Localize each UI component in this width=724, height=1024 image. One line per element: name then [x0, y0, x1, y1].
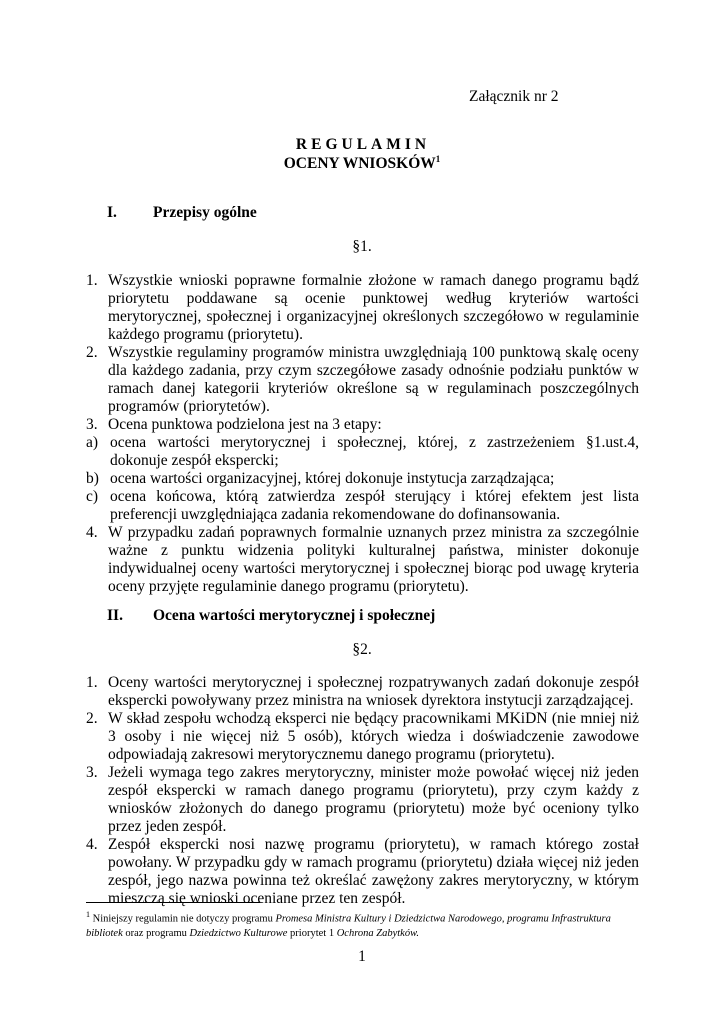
- document-subtitle: [0, 155, 724, 173]
- section-2-list: [86, 674, 639, 908]
- list-marker: 1.: [86, 272, 98, 289]
- sub-list-item: [86, 434, 639, 470]
- list-item: [86, 416, 639, 524]
- list-marker: 2.: [86, 344, 98, 361]
- sub-text: ocena końcowa, którą zatwierdza zespół sterujący i której efektem jest lista preferencji uwzględniająca zadania rekomendowane do dofinansowania.: [110, 488, 639, 523]
- list-text: Zespół ekspercki nosi nazwę programu (priorytetu), w ramach którego został powołany. W przypadku gdy w ramach programu (priorytetu) działa więcej niż jeden zespół, jego nazwa powinna też określać zawężony zakres merytoryczny, w którym mieszczą się wnioski oceniane przez ten zespół.: [108, 836, 639, 907]
- section-2-title: Ocena wartości merytorycznej i społecznej: [153, 607, 436, 624]
- footnote-italic-b: Dziedzictwo Kulturowe: [189, 927, 288, 939]
- section-1-list: [86, 272, 639, 596]
- list-marker: 4.: [86, 836, 98, 853]
- list-text: W przypadku zadań poprawnych formalnie uznanych przez ministra za szczególnie ważne z punktu widzenia polityki kulturalnej państwa, minister dokonuje indywidualnej oceny wartości merytorycznej i społecznej biorąc pod uwagę kryteria oceny przyjęte regulaminie danego programu (priorytetu).: [108, 524, 639, 595]
- sub-list-item: [86, 470, 639, 488]
- list-marker: 3.: [86, 764, 98, 781]
- list-item: [86, 344, 639, 416]
- list-item: [86, 836, 639, 908]
- annex-label: Załącznik nr 2: [469, 88, 559, 105]
- list-text: Wszystkie regulaminy programów ministra uwzględniają 100 punktową skalę oceny dla każdego zadania, przy czym szczegółowe zasady odnośnie podziału punktów w ramach danej kategorii kryteriów określone są w regulaminach poszczególnych programów (priorytetów).: [108, 344, 639, 415]
- sub-list: [86, 434, 639, 524]
- list-text: W skład zespołu wchodzą eksperci nie będący pracownikami MKiDN (nie mniej niż 3 osoby i nie więcej niż 5 osób), których wiedza i doświadczenie zawodowe odpowiadają zakresowi merytorycznemu danego programu (priorytetu).: [108, 710, 639, 763]
- sub-marker: c): [86, 488, 99, 505]
- sub-list-item: [86, 488, 639, 524]
- list-marker: 1.: [86, 674, 98, 691]
- list-item: [86, 272, 639, 344]
- footnote-separator: [86, 902, 260, 903]
- footnote-italic-a: Promesa Ministra Kultury i Dziedzictwa Narodowego, programu Infrastruktura bibliotek: [86, 913, 611, 939]
- sub-text: ocena wartości organizacyjnej, której dokonuje instytucja zarządzająca;: [110, 470, 555, 487]
- list-text: Wszystkie wnioski poprawne formalnie złożone w ramach danego programu bądź priorytetu poddawane są ocenie punktowej według kryteriów wartości merytorycznej, społecznej i organizacyjnej określonych szczegółowo w regulaminie każdego programu (priorytetu).: [108, 272, 639, 343]
- section-1-title: Przepisy ogólne: [153, 204, 257, 221]
- list-item: [86, 764, 639, 836]
- page-number: 1: [358, 948, 366, 965]
- list-marker: 2.: [86, 710, 98, 727]
- list-item: [86, 674, 639, 710]
- list-text: Oceny wartości merytorycznej i społecznej rozpatrywanych zadań dokonuje zespół ekspercki powoływany przez ministra na wniosek dyrektora instytucji zarządzającej.: [108, 674, 639, 709]
- list-item: [86, 710, 639, 764]
- footnote-ref: 1: [435, 153, 441, 164]
- section-1-number: I.: [107, 204, 117, 221]
- section-2-number: II.: [107, 607, 123, 624]
- list-marker: 3.: [86, 416, 98, 433]
- list-marker: 4.: [86, 524, 98, 541]
- paragraph-2-sign: §2.: [352, 641, 372, 658]
- section-1-heading: [107, 204, 257, 222]
- footnote-italic-c: Ochrona Zabytków.: [336, 927, 419, 939]
- list-text: Jeżeli wymaga tego zakres merytoryczny, minister może powołać więcej niż jeden zespół ekspercki w ramach danego programu (priorytetu), przy czym każdy z wniosków złożonych do danego programu (priorytetu) może być oceniony tylko przez jeden zespół.: [108, 764, 639, 835]
- sub-marker: a): [86, 434, 99, 451]
- subtitle-text: OCENY WNIOSKÓW: [283, 155, 436, 172]
- footnote-text-b: oraz programu: [122, 927, 190, 939]
- sub-text: ocena wartości merytorycznej i społecznej, której, z zastrzeżeniem §1.ust.4, dokonuje zespół ekspercki;: [110, 434, 639, 469]
- footnote: [86, 908, 646, 941]
- list-item: [86, 524, 639, 596]
- document-title: REGULAMIN: [295, 136, 431, 153]
- footnote-marker: 1: [86, 910, 90, 919]
- list-text: Ocena punktowa podzielona jest na 3 etapy:: [108, 416, 382, 433]
- footnote-text-c: priorytet 1: [287, 927, 337, 939]
- sub-marker: b): [86, 470, 99, 487]
- paragraph-1-sign: §1.: [352, 238, 372, 255]
- footnote-text-a: Niniejszy regulamin nie dotyczy programu: [90, 913, 276, 925]
- section-2-heading: [107, 607, 435, 625]
